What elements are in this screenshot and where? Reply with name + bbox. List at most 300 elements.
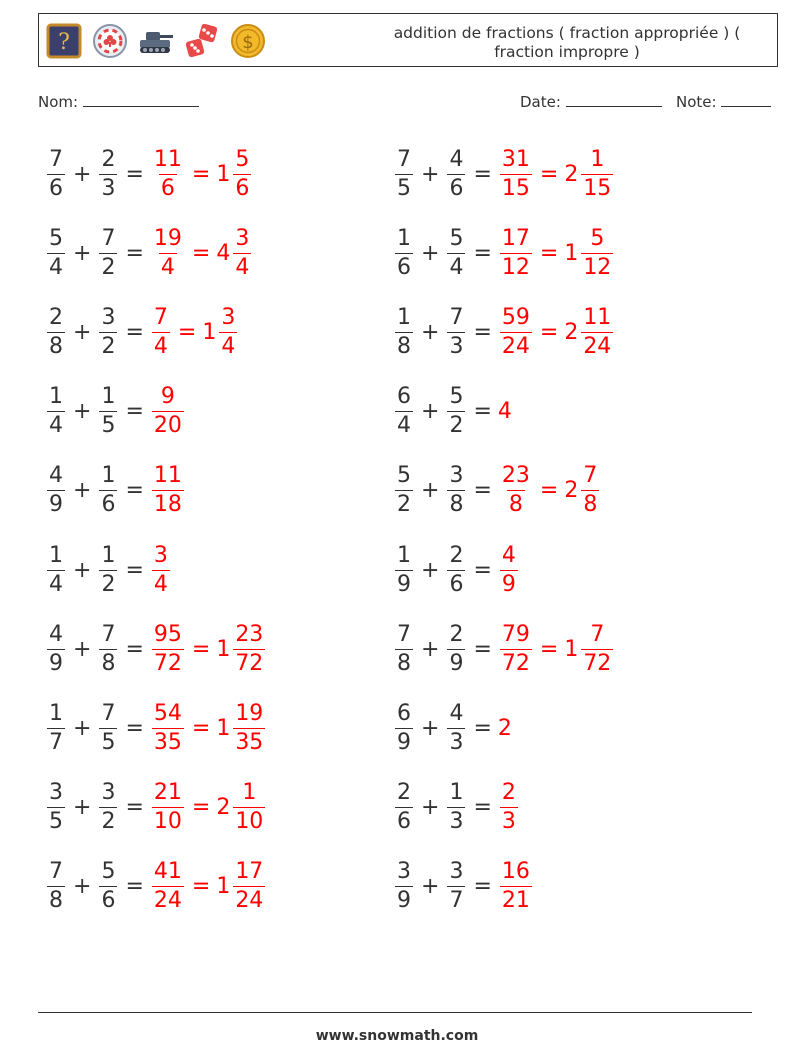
denominator: 8 [101,650,116,676]
problem-item [45,698,267,758]
answer-fraction [152,700,184,755]
footer-url: www.snowmath.com [315,1028,479,1044]
answer-whole: 4 [497,399,512,425]
problem-item [393,619,615,679]
denominator: 7 [49,729,63,755]
mixed-whole: 2 [564,319,579,345]
denominator: 20 [153,413,182,439]
numerator: 21 [153,780,182,806]
numerator: 31 [501,146,530,172]
numerator: 1 [397,304,411,330]
addend-fraction [447,782,465,833]
denominator: 5 [397,175,411,201]
mixed-whole: 2 [564,478,579,504]
equals-sign: = [473,874,492,900]
answer-whole: 2 [497,715,512,741]
problem-item [45,778,267,838]
numerator: 7 [153,304,168,330]
footer-divider [38,1012,752,1013]
addend-fraction [47,225,65,280]
denominator: 9 [397,888,411,914]
mixed-whole: 1 [216,874,231,900]
note-field [676,92,771,111]
numerator: 3 [449,859,464,885]
tank-icon [137,22,175,60]
addend-fraction [99,465,117,516]
denominator: 9 [501,571,516,597]
mixed-whole: 2 [216,795,231,821]
equals-sign: = [473,240,492,266]
plus-sign: + [73,874,92,900]
denominator: 7 [449,888,464,914]
numerator: 11 [583,304,612,330]
name-blank [83,92,199,107]
poker-chip-icon [91,22,129,60]
denominator: 4 [49,254,63,280]
plus-sign: + [421,795,440,821]
addend-fraction [447,386,465,437]
answer-fraction [500,782,518,833]
denominator: 6 [160,175,175,201]
numerator: 5 [449,384,464,410]
numerator: 5 [590,225,605,251]
equals-sign: = [473,715,492,741]
worksheet-title: addition de fractions ( fraction appropriée ) ( fraction impropre ) [393,24,741,61]
mixed-whole: 1 [202,319,217,345]
denominator: 6 [449,571,464,597]
addend-fraction [99,700,117,755]
addend-fraction [395,465,413,516]
numerator: 1 [49,542,63,568]
mixed-fraction [581,304,613,359]
denominator: 15 [583,175,612,201]
mixed-whole: 1 [564,636,579,662]
addend-fraction [99,542,117,597]
numerator: 2 [49,304,63,330]
problem-item [393,144,615,204]
denominator: 3 [449,809,464,835]
addend-fraction [47,465,65,516]
numerator: 11 [153,463,182,489]
denominator: 72 [153,650,182,676]
denominator: 2 [101,254,116,280]
answer-fraction [152,304,170,359]
problem-item [393,302,615,362]
svg-text:?: ? [58,30,70,55]
equals-sign: = [125,478,144,504]
problem-item [45,857,267,917]
answer-fraction [500,465,532,516]
addend-fraction [395,782,413,833]
addend-fraction [47,621,65,676]
numerator: 5 [397,463,411,489]
denominator: 6 [397,809,411,835]
denominator: 24 [501,333,530,359]
denominator: 5 [49,809,63,835]
numerator: 1 [49,700,63,726]
plus-sign: + [73,478,92,504]
addend-fraction [99,304,117,359]
plus-sign: + [421,161,440,187]
denominator: 3 [501,809,516,835]
problem-item [45,144,253,204]
addend-fraction [395,386,413,437]
addend-fraction [395,225,413,280]
answer-fraction [500,542,518,597]
denominator: 8 [583,492,598,518]
addend-fraction [47,861,65,912]
addend-fraction [447,700,465,755]
equals-sign: = [125,319,144,345]
addend-fraction [47,386,65,437]
equals-sign: = [191,715,211,741]
numerator: 5 [235,146,250,172]
answer-fraction [500,861,532,912]
numerator: 95 [153,621,182,647]
addend-fraction [395,542,413,597]
denominator: 4 [397,413,411,439]
denominator: 2 [101,571,116,597]
equals-sign: = [125,399,144,425]
denominator: 4 [153,571,168,597]
numerator: 3 [397,859,411,885]
numerator: 2 [397,780,411,806]
denominator: 5 [101,413,116,439]
numerator: 2 [501,780,516,806]
denominator: 3 [101,175,116,201]
numerator: 4 [49,463,63,489]
question-card-icon [45,22,83,60]
problem-item [45,619,267,679]
mixed-fraction [233,782,265,833]
addend-fraction [47,700,65,755]
plus-sign: + [73,636,92,662]
equals-sign: = [125,161,144,187]
equals-sign: = [473,161,492,187]
addend-fraction [395,304,413,359]
numerator: 1 [449,780,464,806]
problem-item [45,382,186,442]
answer-fraction [152,465,184,516]
numerator: 16 [501,859,530,885]
denominator: 10 [153,809,182,835]
addend-fraction [447,146,465,201]
problem-item [393,382,512,442]
date-field [520,92,662,111]
plus-sign: + [421,636,440,662]
numerator: 1 [101,463,116,489]
numerator: 3 [153,542,168,568]
denominator: 8 [508,492,523,518]
addend-fraction [395,700,413,755]
denominator: 8 [49,333,63,359]
denominator: 21 [501,888,530,914]
denominator: 5 [101,729,116,755]
plus-sign: + [421,478,440,504]
denominator: 8 [449,492,464,518]
denominator: 8 [397,333,411,359]
problem-item [393,223,615,283]
numerator: 19 [153,225,182,251]
denominator: 2 [449,413,464,439]
denominator: 2 [101,809,116,835]
answer-fraction [500,621,532,676]
numerator: 7 [101,700,116,726]
equals-sign: = [473,636,492,662]
date-label: Date: [520,93,561,111]
denominator: 4 [160,254,175,280]
addend-fraction [99,861,117,912]
problem-item [393,857,534,917]
denominator: 4 [221,333,236,359]
numerator: 9 [160,384,175,410]
plus-sign: + [421,874,440,900]
equals-sign: = [191,240,211,266]
addend-fraction [99,225,117,280]
equals-sign: = [539,240,559,266]
answer-fraction [152,386,184,437]
plus-sign: + [421,319,440,345]
plus-sign: + [421,240,440,266]
denominator: 9 [397,571,411,597]
equals-sign: = [125,557,144,583]
numerator: 7 [49,859,63,885]
plus-sign: + [73,715,92,741]
equals-sign: = [125,636,144,662]
mixed-fraction [233,146,251,201]
equals-sign: = [539,319,559,345]
mixed-whole: 1 [216,636,231,662]
icon-row [45,20,267,62]
addend-fraction [395,621,413,676]
answer-fraction [500,146,532,201]
plus-sign: + [73,557,92,583]
denominator: 4 [49,571,63,597]
mixed-fraction [219,304,237,359]
denominator: 2 [101,333,116,359]
addend-fraction [99,782,117,833]
addend-fraction [395,146,413,201]
numerator: 2 [101,146,116,172]
numerator: 3 [101,304,116,330]
note-blank [721,92,771,107]
denominator: 12 [583,254,612,280]
numerator: 5 [449,225,464,251]
problem-item [393,540,520,600]
denominator: 3 [449,333,464,359]
equals-sign: = [473,557,492,583]
numerator: 3 [449,463,464,489]
addend-fraction [99,386,117,437]
numerator: 3 [49,780,63,806]
addend-fraction [447,465,465,516]
addend-fraction [47,146,65,201]
plus-sign: + [421,557,440,583]
problem-item [393,461,601,521]
equals-sign: = [539,636,559,662]
answer-fraction [152,861,184,912]
name-label: Nom: [38,93,79,111]
numerator: 7 [101,621,116,647]
plus-sign: + [421,399,440,425]
numerator: 1 [242,780,257,806]
mixed-fraction [233,225,251,280]
mixed-whole: 4 [216,240,231,266]
denominator: 9 [397,729,411,755]
plus-sign: + [73,240,92,266]
addend-fraction [447,542,465,597]
denominator: 24 [583,333,612,359]
numerator: 2 [449,542,464,568]
numerator: 1 [397,225,411,251]
equals-sign: = [125,795,144,821]
numerator: 3 [221,304,236,330]
numerator: 23 [501,463,530,489]
equals-sign: = [125,715,144,741]
denominator: 24 [153,888,182,914]
numerator: 5 [49,225,63,251]
coin-icon [229,22,267,60]
numerator: 4 [449,146,464,172]
numerator: 3 [101,780,116,806]
equals-sign: = [191,636,211,662]
numerator: 7 [397,146,411,172]
answer-fraction [152,782,184,833]
equals-sign: = [539,161,559,187]
numerator: 19 [235,700,264,726]
denominator: 4 [235,254,250,280]
mixed-fraction [581,225,613,280]
equals-sign: = [125,240,144,266]
numerator: 1 [101,542,116,568]
problem-item [45,461,186,521]
equals-sign: = [539,478,559,504]
problem-item [45,223,253,283]
equals-sign: = [191,795,211,821]
date-blank [566,92,662,107]
mixed-whole: 1 [216,161,231,187]
equals-sign: = [191,161,211,187]
answer-fraction [152,225,184,280]
numerator: 7 [449,304,464,330]
dice-icon [183,22,221,60]
mixed-fraction [581,146,613,201]
equals-sign: = [177,319,197,345]
name-field [38,92,199,111]
numerator: 2 [449,621,464,647]
mixed-fraction [581,465,599,516]
denominator: 10 [235,809,264,835]
addend-fraction [47,542,65,597]
denominator: 12 [501,254,530,280]
denominator: 6 [101,888,116,914]
numerator: 17 [235,859,264,885]
mixed-whole: 1 [564,240,579,266]
denominator: 35 [235,729,264,755]
plus-sign: + [421,715,440,741]
numerator: 1 [397,542,411,568]
denominator: 18 [153,492,182,518]
numerator: 17 [501,225,530,251]
addend-fraction [99,146,117,201]
equals-sign: = [191,874,211,900]
denominator: 8 [49,888,63,914]
numerator: 7 [397,621,411,647]
denominator: 4 [449,254,464,280]
equals-sign: = [473,319,492,345]
denominator: 72 [501,650,530,676]
addend-fraction [47,304,65,359]
mixed-whole: 1 [216,715,231,741]
problem-item [45,302,239,362]
equals-sign: = [125,874,144,900]
addend-fraction [47,782,65,833]
denominator: 6 [101,492,116,518]
numerator: 1 [590,146,605,172]
denominator: 4 [153,333,168,359]
denominator: 35 [153,729,182,755]
numerator: 11 [153,146,182,172]
mixed-fraction [233,700,265,755]
numerator: 7 [101,225,116,251]
numerator: 23 [235,621,264,647]
numerator: 1 [49,384,63,410]
numerator: 5 [101,859,116,885]
denominator: 6 [49,175,63,201]
answer-fraction [152,542,170,597]
mixed-fraction [233,861,265,912]
denominator: 8 [397,650,411,676]
numerator: 7 [590,621,605,647]
mixed-whole: 2 [564,161,579,187]
denominator: 2 [397,492,411,518]
addend-fraction [447,861,465,912]
numerator: 1 [101,384,116,410]
plus-sign: + [73,795,92,821]
note-label: Note: [676,93,717,111]
answer-fraction [500,225,532,280]
numerator: 7 [583,463,598,489]
header-box [38,13,778,67]
addend-fraction [447,225,465,280]
equals-sign: = [473,399,492,425]
numerator: 4 [49,621,63,647]
denominator: 24 [235,888,264,914]
problem-item [393,698,512,758]
denominator: 6 [235,175,250,201]
answer-fraction [152,621,184,676]
numerator: 7 [49,146,63,172]
addend-fraction [99,621,117,676]
numerator: 4 [501,542,516,568]
answer-fraction [152,146,184,201]
denominator: 6 [397,254,411,280]
mixed-fraction [233,621,265,676]
denominator: 9 [449,650,464,676]
numerator: 54 [153,700,182,726]
svg-text:$: $ [242,32,254,53]
denominator: 3 [449,729,464,755]
denominator: 6 [449,175,464,201]
denominator: 72 [583,650,612,676]
denominator: 15 [501,175,530,201]
numerator: 41 [153,859,182,885]
numerator: 59 [501,304,530,330]
plus-sign: + [73,161,92,187]
denominator: 72 [235,650,264,676]
denominator: 4 [49,413,63,439]
denominator: 9 [49,650,63,676]
